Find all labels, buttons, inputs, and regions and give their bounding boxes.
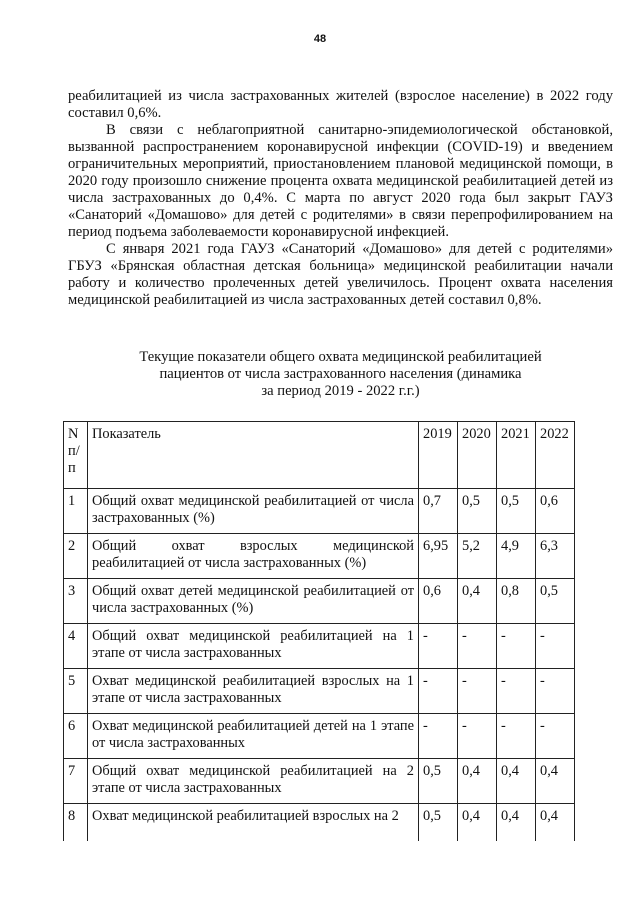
- cell-2019: 0,5: [419, 804, 458, 842]
- cell-indicator: Охват медицинской реабилитацией взрослых на 2: [88, 804, 419, 842]
- table-title: [68, 349, 613, 400]
- table-row: [64, 714, 575, 759]
- table-row: [64, 624, 575, 669]
- header-indicator: Показатель: [88, 422, 419, 489]
- paragraph-2021: С января 2021 года ГАУЗ «Санаторий «Домашово» для детей с родителями» ГБУЗ «Брянская областная детская больница» медицинской реабилитации начали работу и количество пролеченных детей увеличилось. Процент охвата населения медицинской реабилитацией из числа застрахованных детей составил 0,8%.: [68, 241, 613, 308]
- cell-2019: 0,7: [419, 489, 458, 534]
- table-title-line: пациентов от числа застрахованного населения (динамика: [159, 366, 522, 382]
- cell-2021: -: [497, 624, 536, 669]
- cell-num: 7: [64, 759, 88, 804]
- cell-2022: 0,6: [536, 489, 575, 534]
- cell-2019: 0,6: [419, 579, 458, 624]
- cell-2020: 0,5: [458, 489, 497, 534]
- cell-num: 6: [64, 714, 88, 759]
- table-row: [64, 534, 575, 579]
- cell-2022: -: [536, 669, 575, 714]
- cell-2020: -: [458, 624, 497, 669]
- cell-2020: 0,4: [458, 804, 497, 842]
- cell-2020: 0,4: [458, 759, 497, 804]
- cell-2020: 0,4: [458, 579, 497, 624]
- cell-indicator: Общий охват медицинской реабилитацией на 2 этапе от числа застрахованных: [88, 759, 419, 804]
- cell-2021: 0,5: [497, 489, 536, 534]
- cell-2019: -: [419, 669, 458, 714]
- cell-2021: -: [497, 714, 536, 759]
- cell-2020: -: [458, 669, 497, 714]
- cell-indicator: Охват медицинской реабилитацией взрослых на 1 этапе от числа застрахованных: [88, 669, 419, 714]
- cell-2022: -: [536, 714, 575, 759]
- cell-2021: 4,9: [497, 534, 536, 579]
- cell-2019: 0,5: [419, 759, 458, 804]
- paragraph-continuation: реабилитацией из числа застрахованных жителей (взрослое население) в 2022 году составил 0,6%.: [68, 88, 613, 121]
- cell-num: 8: [64, 804, 88, 842]
- rehabilitation-coverage-table: [63, 421, 575, 841]
- table-title-line: за период 2019 - 2022 г.г.): [261, 383, 420, 399]
- cell-indicator: Общий охват медицинской реабилитацией от числа застрахованных (%): [88, 489, 419, 534]
- page-number: 48: [313, 33, 327, 45]
- table-row: [64, 579, 575, 624]
- cell-num: 2: [64, 534, 88, 579]
- cell-2019: -: [419, 714, 458, 759]
- cell-num: 3: [64, 579, 88, 624]
- header-2019: 2019: [419, 422, 458, 489]
- cell-2022: 0,5: [536, 579, 575, 624]
- header-num: N п/ п: [64, 422, 88, 489]
- cell-2020: 5,2: [458, 534, 497, 579]
- cell-2021: 0,4: [497, 804, 536, 842]
- table-title-line: Текущие показатели общего охвата медицинской реабилитацией: [139, 349, 542, 365]
- cell-2021: -: [497, 669, 536, 714]
- paragraph-covid: В связи с неблагоприятной санитарно-эпидемиологической обстановкой, вызванной распространением коронавирусной инфекции (COVID-19) и введением ограничительных мероприятий, приостановлением плановой медицинской помощи, в 2020 году произошло снижение процента охвата медицинской реабилитацией детей из числа застрахованных до 0,4%. С марта по август 2020 года был закрыт ГАУЗ «Санаторий «Домашово» для детей с родителями» в связи перепрофилированием на период подъема заболеваемости коронавирусной инфекцией.: [68, 122, 613, 240]
- cell-2021: 0,8: [497, 579, 536, 624]
- header-2021: 2021: [497, 422, 536, 489]
- cell-indicator: Охват медицинской реабилитацией детей на 1 этапе от числа застрахованных: [88, 714, 419, 759]
- table-header-row: [64, 422, 575, 489]
- cell-2021: 0,4: [497, 759, 536, 804]
- cell-indicator: Общий охват детей медицинской реабилитацией от числа застрахованных (%): [88, 579, 419, 624]
- cell-num: 4: [64, 624, 88, 669]
- body-text: [68, 88, 613, 309]
- cell-num: 5: [64, 669, 88, 714]
- cell-2022: 0,4: [536, 804, 575, 842]
- cell-2022: 0,4: [536, 759, 575, 804]
- table-row: [64, 804, 575, 842]
- table-row: [64, 489, 575, 534]
- table-row: [64, 669, 575, 714]
- header-2022: 2022: [536, 422, 575, 489]
- cell-2019: -: [419, 624, 458, 669]
- cell-2022: 6,3: [536, 534, 575, 579]
- header-2020: 2020: [458, 422, 497, 489]
- cell-num: 1: [64, 489, 88, 534]
- cell-2022: -: [536, 624, 575, 669]
- cell-2019: 6,95: [419, 534, 458, 579]
- cell-indicator: Общий охват взрослых медицинской реабилитацией от числа застрахованных (%): [88, 534, 419, 579]
- cell-2020: -: [458, 714, 497, 759]
- table-row: [64, 759, 575, 804]
- cell-indicator: Общий охват медицинской реабилитацией на 1 этапе от числа застрахованных: [88, 624, 419, 669]
